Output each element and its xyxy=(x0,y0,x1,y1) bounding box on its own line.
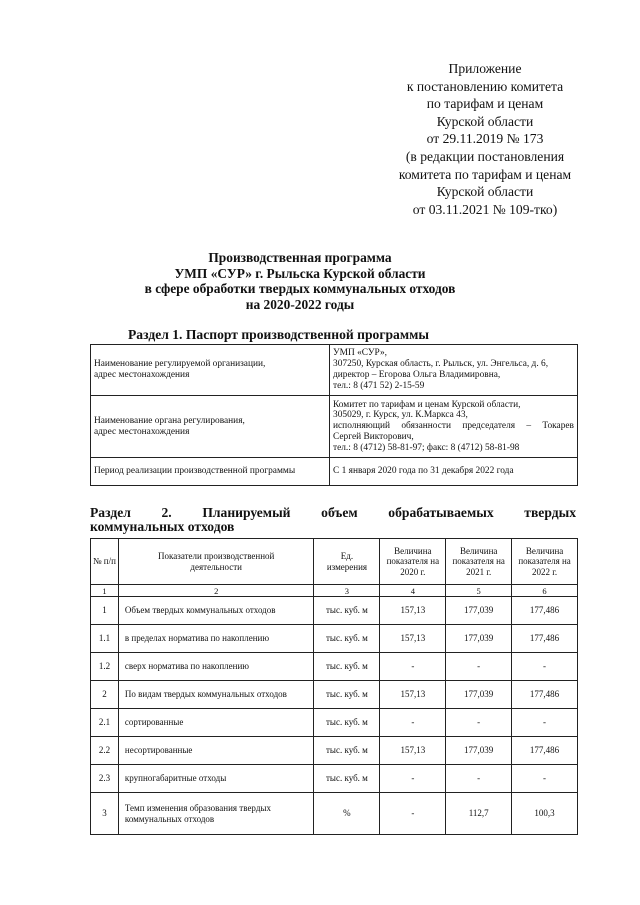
row-value-2021: 177,039 xyxy=(446,597,512,625)
row-value-2021: - xyxy=(446,765,512,793)
passport-label xyxy=(91,396,330,458)
appendix-line: Курской области xyxy=(436,113,534,129)
value-line: Комитет по тарифам и ценам Курской области, xyxy=(333,399,521,410)
appendix-line: Приложение xyxy=(448,61,522,76)
row-value-2022: - xyxy=(512,653,578,681)
appendix-line: (в редакции постановления xyxy=(405,148,565,164)
row-unit: тыс. куб. м xyxy=(314,681,380,709)
table-row xyxy=(91,625,578,653)
document-title xyxy=(120,250,480,312)
appendix-line: по тарифам и ценам xyxy=(426,96,544,112)
row-number: 1 xyxy=(91,597,119,625)
row-unit: тыс. куб. м xyxy=(314,765,380,793)
column-header: Показатели производственной деятельности xyxy=(118,539,314,585)
value-line: 305029, г. Курск, ул. К.Маркса 43, xyxy=(333,410,468,421)
section2-heading-line: Раздел 2. Планируемый объем обрабатываемых твердых xyxy=(90,505,576,520)
value-line: УМП «СУР», xyxy=(333,348,388,359)
table-row xyxy=(91,681,578,709)
table-header-row xyxy=(91,539,578,585)
row-value-2020: 157,13 xyxy=(380,597,446,625)
value-line: тел.: 8 (4712) 58-81-97; факс: 8 (4712) 58-81-98 xyxy=(333,442,520,453)
column-number: 4 xyxy=(380,585,446,597)
title-line: Производственная программа xyxy=(208,250,392,265)
row-number: 1.1 xyxy=(91,625,119,653)
table-row xyxy=(91,653,578,681)
appendix-line: к постановлению комитета xyxy=(406,78,564,94)
section2-heading xyxy=(90,506,576,534)
row-value-2021: 177,039 xyxy=(446,737,512,765)
row-unit: тыс. куб. м xyxy=(314,597,380,625)
row-value-2021: - xyxy=(446,709,512,737)
row-number: 3 xyxy=(91,793,119,835)
column-header: Величина показателя на 2022 г. xyxy=(512,539,578,585)
row-number: 2.2 xyxy=(91,737,119,765)
column-header: № п/п xyxy=(91,539,119,585)
row-value-2021: 112,7 xyxy=(446,793,512,835)
passport-row xyxy=(91,345,578,396)
label-line: Наименование регулируемой организации, xyxy=(94,359,266,370)
section2-heading-line: коммунальных отходов xyxy=(90,519,235,534)
row-value-2021: 177,039 xyxy=(446,625,512,653)
column-header: Величина показателя на 2020 г. xyxy=(380,539,446,585)
label-line: адрес местонахождения xyxy=(94,370,190,380)
passport-value xyxy=(330,458,578,486)
value-line: 307250, Курская область, г. Рыльск, ул. Энгельса, д. 6, xyxy=(333,359,549,370)
row-value-2020: - xyxy=(380,765,446,793)
row-value-2020: - xyxy=(380,653,446,681)
column-number: 3 xyxy=(314,585,380,597)
row-unit: тыс. куб. м xyxy=(314,709,380,737)
section1-heading: Раздел 1. Паспорт производственной программы xyxy=(128,327,429,342)
value-line: директор – Егорова Ольга Владимировна, xyxy=(333,370,501,380)
passport-value xyxy=(330,396,578,458)
row-number: 1.2 xyxy=(91,653,119,681)
row-name: сверх норматива по накоплению xyxy=(118,653,314,681)
row-number: 2.1 xyxy=(91,709,119,737)
row-value-2022: 100,3 xyxy=(512,793,578,835)
row-name: сортированные xyxy=(118,709,314,737)
column-header: Величина показателя на 2021 г. xyxy=(446,539,512,585)
row-name: По видам твердых коммунальных отходов xyxy=(118,681,314,709)
row-value-2020: 157,13 xyxy=(380,737,446,765)
label-line: Наименование органа регулирования, xyxy=(94,415,245,426)
column-number: 6 xyxy=(512,585,578,597)
label-line: адрес местонахождения xyxy=(94,426,190,437)
row-value-2021: - xyxy=(446,653,512,681)
title-line: в сфере обработки твердых коммунальных отходов xyxy=(144,281,456,297)
row-name: Объем твердых коммунальных отходов xyxy=(118,597,314,625)
title-line: УМП «СУР» г. Рыльска Курской области xyxy=(174,265,426,281)
table-row xyxy=(91,737,578,765)
row-value-2022: 177,486 xyxy=(512,681,578,709)
row-unit: тыс. куб. м xyxy=(314,737,380,765)
appendix-line: Курской области xyxy=(436,184,534,200)
appendix-line: комитета по тарифам и ценам xyxy=(398,166,572,182)
row-value-2022: - xyxy=(512,765,578,793)
row-value-2020: - xyxy=(380,709,446,737)
row-name: в пределах норматива по накоплению xyxy=(118,625,314,653)
value-line: исполняющий обязанности председателя – Токарев xyxy=(333,421,574,432)
column-number: 2 xyxy=(118,585,314,597)
row-value-2021: 177,039 xyxy=(446,681,512,709)
value-line: тел.: 8 (471 52) 2-15-59 xyxy=(333,380,425,391)
row-name: Темп изменения образования твердых коммунальных отходов xyxy=(118,793,314,835)
row-unit: тыс. куб. м xyxy=(314,653,380,681)
row-name: несортированные xyxy=(118,737,314,765)
row-unit: тыс. куб. м xyxy=(314,625,380,653)
passport-value xyxy=(330,345,578,396)
column-number: 1 xyxy=(91,585,119,597)
column-number: 5 xyxy=(446,585,512,597)
passport-table xyxy=(90,344,578,486)
title-line: на 2020-2022 годы xyxy=(245,296,355,312)
row-number: 2.3 xyxy=(91,765,119,793)
appendix-line: от 03.11.2021 № 109-тко) xyxy=(412,201,558,217)
table-row xyxy=(91,597,578,625)
appendix-block xyxy=(370,60,600,218)
passport-row xyxy=(91,458,578,486)
column-number-row xyxy=(91,585,578,597)
appendix-line: от 29.11.2019 № 173 xyxy=(426,131,544,147)
passport-label xyxy=(91,345,330,396)
volume-table xyxy=(90,538,578,835)
passport-label xyxy=(91,458,330,486)
row-value-2022: 177,486 xyxy=(512,625,578,653)
table-row xyxy=(91,709,578,737)
row-value-2022: 177,486 xyxy=(512,597,578,625)
passport-row xyxy=(91,396,578,458)
row-value-2020: 157,13 xyxy=(380,681,446,709)
label-line: Период реализации производственной программы xyxy=(94,466,296,477)
table-row xyxy=(91,765,578,793)
row-value-2020: 157,13 xyxy=(380,625,446,653)
value-line: Сергей Викторович, xyxy=(333,431,414,442)
row-value-2022: 177,486 xyxy=(512,737,578,765)
row-name: крупногабаритные отходы xyxy=(118,765,314,793)
row-value-2020: - xyxy=(380,793,446,835)
row-number: 2 xyxy=(91,681,119,709)
row-value-2022: - xyxy=(512,709,578,737)
column-header: Ед. измерения xyxy=(314,539,380,585)
table-row xyxy=(91,793,578,835)
row-unit: % xyxy=(314,793,380,835)
value-line: С 1 января 2020 года по 31 декабря 2022 года xyxy=(333,466,514,477)
